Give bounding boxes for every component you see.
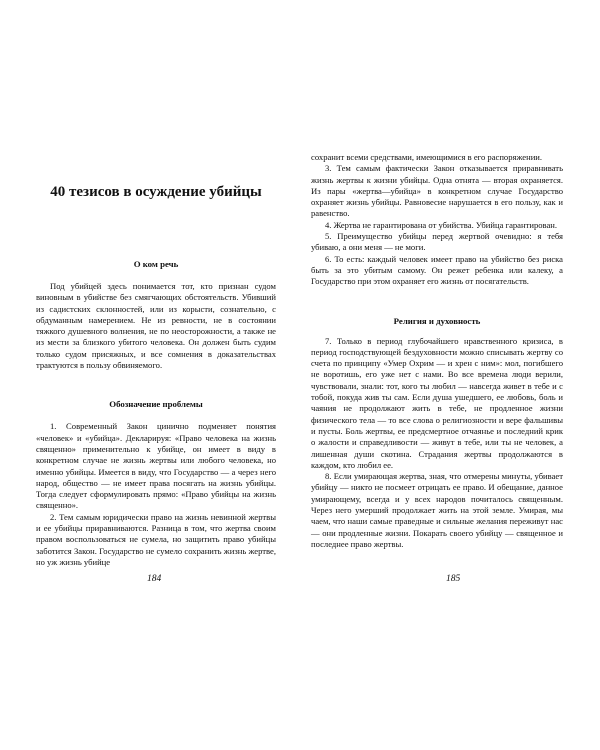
paragraph-who: Под убийцей здесь понимается тот, кто признан судом виновным в убийстве без смягчающих обстоятельств. Убивший из садистских склонностей, или из корысти, сознательно, с обдуманным намерением. Не из ревности, не в состоянии тяжкого душевного волнения, не по неосторожности, а также не из мести за близкого убитого человека. Он должен быть судим только судом присяжных, и все сомнения в доказательствах трактуются в пользу обвиняемого.	[36, 281, 276, 371]
section-heading-problem: Обозначение проблемы	[109, 399, 203, 410]
paragraph-thesis-3: 3. Тем самым фактически Закон отказывается приравнивать жизнь жертвы к жизни убийцы. Одна отнята — вторая охраняется. Из пары «жертва—убийца» в конкретном случае Государство охраняет жизнь убийцы. Равновесие нарушается в его пользу, как и равенство.	[311, 163, 563, 219]
paragraph-thesis-5: 5. Преимущество убийцы перед жертвой очевидно: я тебя убиваю, а они меня — не моги.	[311, 231, 563, 253]
paragraph-continuation: сохранит всеми средствами, имеющимися в его распоряжении.	[311, 152, 543, 162]
page-number-right: 185	[446, 574, 461, 584]
right-page	[300, 0, 600, 750]
section-heading-who: О ком речь	[133, 259, 179, 269]
paragraph-thesis-2: 2. Тем самым юридически право на жизнь невинной жертвы и ее убийцы приравниваются. Разница в том, что жертва своим правом воспользоваться не сумела, но защитить право убийцы заботится Закон. Государство не сумело сохранить жизнь жертве, но уж жизнь убийце	[36, 511, 276, 567]
page-number-left: 184	[147, 574, 162, 584]
paragraph-thesis-7: 7. Только в период глубочайшего нравственного кризиса, в период господствующей бездуховности можно списывать жертву со счета по принципу «Умер Охрим — и хрен с ним»: мол, погибшего не воротишь, его уже нет с нами. Во все времена люди верили, чувствовали, знали: тот, кого ты любил — навсегда живет в тебе и с тобой, покуда жив ты сам. Если душа ушедшего, ее любовь, боль и чаяния не продолжают жить в тебе, не продленное жизни физического тела — то все слова о религиозности и вере фальшивы и пусты. Боль жертвы, ее предсмертное отчаянье и последний крик о жалости и справедливости — живут в тебе, или ты не человек, а лишенная души скотина. Страдания жертвы продолжаются в каждом, кто любил ее.	[311, 335, 563, 470]
paragraph-thesis-1: 1. Современный Закон цинично подменяет понятия «человек» и «убийца». Декларируя: «Право человека на жизнь священно» применительно к убийце, он имеет в виду в конкретном случае не жизнь жертвы или любого человека, но именно убийцы. Имеется в виду, что Государство — а через него народ, общество — не имеет права посягать на жизнь убийцы. Тогда следует сформулировать прямо: «Право убийцы на жизнь священно».	[36, 421, 276, 511]
chapter-title: 40 тезисов в осуждение убийцы	[50, 184, 262, 200]
right-column	[311, 152, 563, 550]
paragraph-thesis-4: 4. Жертва не гарантирована от убийства. Убийца гарантирован.	[325, 219, 558, 230]
section-heading-religion: Религия и духовность	[393, 315, 481, 326]
paragraph-thesis-6: 6. То есть: каждый человек имеет право на убийство без риска быть за это убитым самому. Он режет ребенка или калеку, а Государство при этом охраняет его жизнь от посягательств.	[311, 253, 563, 287]
left-column	[36, 259, 276, 568]
paragraph-thesis-8: 8. Если умирающая жертва, зная, что отмерены минуты, убивает убийцу — никто не посмеет отрицать ее право. И обещание, данное умирающему, всегда и у всех народов почиталось священным. Через него умерший продолжает жить на этой земле. Умирая, мы чаем, что наши самые праведные и сильные желания переживут нас — они продленные жизни. Покарать своего убийцу — священное и последнее право жертвы.	[311, 471, 563, 549]
